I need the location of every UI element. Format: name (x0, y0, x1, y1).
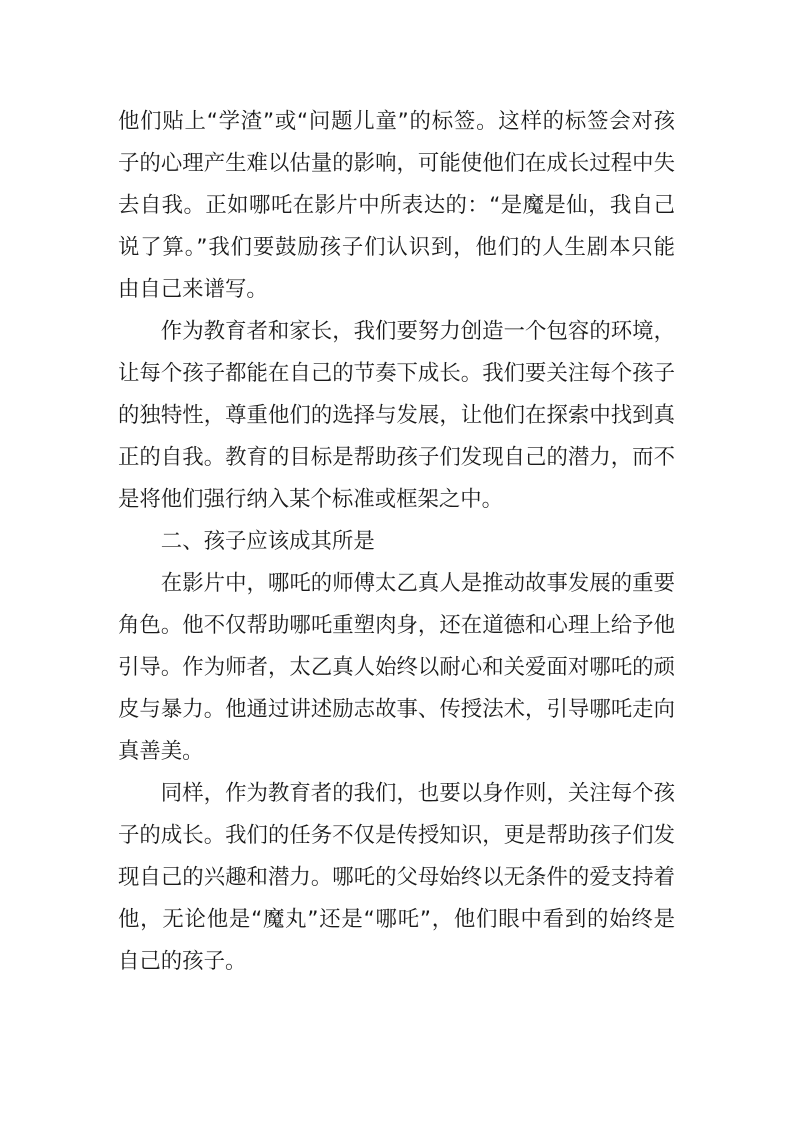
text-line: 现自己的兴趣和潜力。哪吒的父母始终以无条件的爱支持着 (118, 865, 675, 890)
text-line: 作为教育者和家长，我们要努力创造一个包容的环境， (160, 319, 675, 344)
paragraph (118, 563, 675, 773)
text-line: 皮与暴力。他通过讲述励志故事、传授法术，引导哪吒走向 (118, 697, 675, 722)
text-line: 子的成长。我们的任务不仅是传授知识，更是帮助孩子们发 (118, 823, 675, 848)
text-line: 去自我。正如哪吒在影片中所表达的：“是魔是仙，我自己 (118, 193, 675, 218)
paragraph (118, 101, 675, 311)
text-line: 引导。作为师者，太乙真人始终以耐心和关爱面对哪吒的顽 (118, 655, 675, 680)
text-line: 他，无论他是“魔丸”还是“哪吒”，他们眼中看到的始终是 (118, 907, 675, 932)
text-line: 在影片中，哪吒的师傅太乙真人是推动故事发展的重要 (160, 571, 675, 596)
text-line: 由自己来谱写。 (118, 277, 268, 302)
text-line: 他们贴上“学渣”或“问题儿童”的标签。这样的标签会对孩 (118, 109, 675, 134)
text-line: 子的心理产生难以估量的影响，可能使他们在成长过程中失 (118, 151, 675, 176)
text-line: 角色。他不仅帮助哪吒重塑肉身，还在道德和心理上给予他 (118, 613, 675, 638)
text-line: 正的自我。教育的目标是帮助孩子们发现自己的潜力，而不 (118, 445, 675, 470)
text-line: 真善美。 (118, 739, 204, 764)
text-line: 说了算。”我们要鼓励孩子们认识到，他们的人生剧本只能 (118, 235, 675, 260)
section-heading: 二、孩子应该成其所是 (160, 529, 375, 554)
text-line: 同样，作为教育者的我们，也要以身作则，关注每个孩 (160, 781, 675, 806)
paragraph (118, 311, 675, 521)
paragraph (118, 773, 675, 983)
text-line: 自己的孩子。 (118, 949, 247, 974)
text-line: 让每个孩子都能在自己的节奏下成长。我们要关注每个孩子 (118, 361, 675, 386)
text-line: 的独特性，尊重他们的选择与发展，让他们在探索中找到真 (118, 403, 675, 428)
document-text-block (118, 101, 675, 983)
text-line: 是将他们强行纳入某个标准或框架之中。 (118, 487, 504, 512)
